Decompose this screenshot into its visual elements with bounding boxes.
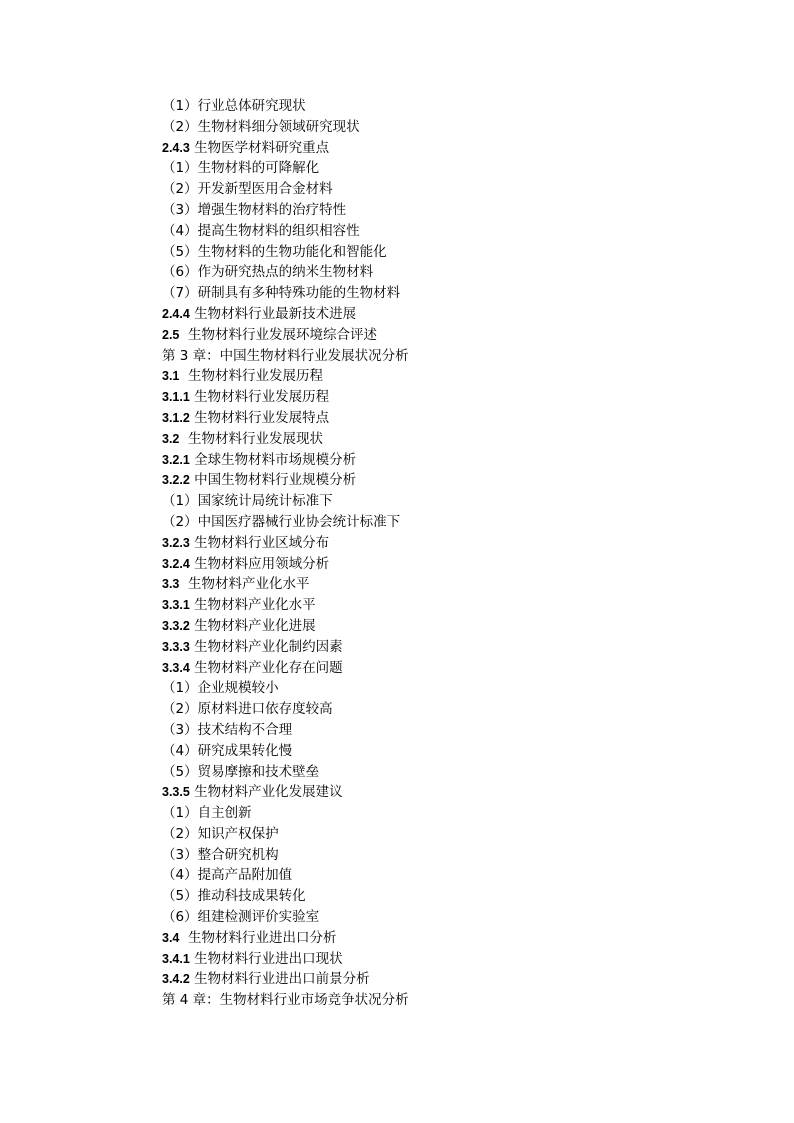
toc-entry-number: 2.5	[162, 327, 180, 342]
toc-entry	[162, 886, 762, 907]
toc-entry-number: 3.1.1	[162, 390, 190, 405]
toc-entry	[162, 554, 762, 575]
toc-entry-title: （2）开发新型医用合金材料	[162, 181, 333, 198]
toc-entry	[162, 762, 762, 783]
toc-entry-number: 3.4.1	[162, 951, 190, 966]
toc-entry-title: 生物材料行业发展特点	[189, 409, 330, 426]
toc-entry-number: 3.1	[162, 369, 180, 384]
toc-entry	[162, 262, 762, 283]
toc-entry-title: 生物材料产业化进展	[189, 617, 316, 634]
toc-entry-number: 3.2	[162, 431, 180, 446]
toc-entry	[162, 865, 762, 886]
toc-entry-title: （2）生物材料细分领域研究现状	[162, 118, 360, 135]
toc-entry-title: （3）技术结构不合理	[162, 721, 293, 738]
toc-entry	[162, 637, 762, 658]
toc-entry-title: （3）整合研究机构	[162, 846, 279, 863]
toc-entry-title: 生物材料产业化存在问题	[189, 659, 343, 676]
toc-entry-title: 生物材料行业发展现状	[179, 430, 323, 447]
toc-entry	[162, 595, 762, 616]
toc-entry	[162, 658, 762, 679]
toc-entry-title: 第 4 章：生物材料行业市场竞争状况分析	[162, 992, 409, 1009]
toc-entry-title: （4）提高产品附加值	[162, 867, 293, 884]
toc-entry-title: （1）行业总体研究现状	[162, 98, 306, 114]
toc-entry-title: 生物材料产业化制约因素	[189, 638, 343, 655]
toc-entry	[162, 574, 762, 595]
toc-entry	[162, 512, 762, 533]
toc-entry	[162, 803, 762, 824]
toc-entry	[162, 387, 762, 408]
toc-entry-title: 生物材料产业化水平	[179, 576, 310, 593]
toc-entry	[162, 179, 762, 200]
toc-entry-title: （5）推动科技成果转化	[162, 888, 306, 905]
toc-entry	[162, 969, 762, 990]
toc-entry	[162, 928, 762, 949]
toc-entry	[162, 782, 762, 803]
toc-entry-title: （4）研究成果转化慢	[162, 742, 293, 759]
table-of-contents	[162, 96, 762, 1011]
toc-entry-number: 3.2.2	[162, 473, 190, 488]
toc-entry-title: （1）企业规模较小	[162, 680, 279, 697]
toc-entry	[162, 949, 762, 970]
toc-entry-title: 中国生物材料行业规模分析	[189, 472, 357, 489]
toc-entry-title: 生物材料产业化水平	[189, 597, 316, 614]
toc-entry-number: 3.3.2	[162, 618, 190, 633]
toc-entry-title: 生物材料行业区域分布	[189, 534, 330, 551]
toc-entry-title: （1）自主创新	[162, 805, 252, 822]
toc-entry-title: 生物材料应用领域分析	[189, 555, 330, 572]
toc-entry	[162, 242, 762, 263]
toc-entry-title: （5）贸易摩擦和技术壁垒	[162, 763, 320, 780]
toc-entry	[162, 616, 762, 637]
toc-entry	[162, 907, 762, 928]
toc-entry-title: 第 3 章：中国生物材料行业发展状况分析	[162, 347, 409, 364]
toc-entry	[162, 346, 762, 367]
toc-entry	[162, 200, 762, 221]
toc-entry-title: 生物材料行业发展环境综合评述	[179, 326, 377, 343]
toc-entry-title: 生物材料行业进出口分析	[179, 929, 337, 946]
toc-entry	[162, 450, 762, 471]
toc-entry-title: 生物材料行业发展历程	[179, 368, 323, 385]
toc-entry-title: （2）知识产权保护	[162, 825, 279, 842]
toc-entry-number: 2.4.3	[162, 140, 190, 155]
toc-entry-title: 生物材料产业化发展建议	[189, 784, 343, 801]
toc-entry-title: （5）生物材料的生物功能化和智能化	[162, 243, 387, 260]
toc-entry	[162, 990, 762, 1011]
toc-entry-number: 3.3.1	[162, 598, 190, 613]
toc-entry	[162, 158, 762, 179]
toc-entry	[162, 720, 762, 741]
toc-entry	[162, 741, 762, 762]
toc-entry	[162, 304, 762, 325]
toc-entry	[162, 491, 762, 512]
toc-entry-number: 3.3.3	[162, 639, 190, 654]
toc-entry	[162, 678, 762, 699]
toc-entry	[162, 470, 762, 491]
toc-entry-title: （6）组建检测评价实验室	[162, 909, 320, 926]
toc-entry-title: （1）国家统计局统计标准下	[162, 493, 333, 510]
toc-entry-title: （1）生物材料的可降解化	[162, 160, 320, 177]
toc-entry	[162, 325, 762, 346]
toc-entry-title: 生物材料行业进出口前景分析	[189, 971, 370, 988]
toc-entry-title: （4）提高生物材料的组织相容性	[162, 222, 360, 239]
toc-entry-number: 3.2.4	[162, 556, 190, 571]
toc-entry-title: （6）作为研究热点的纳米生物材料	[162, 264, 374, 281]
toc-entry-title: （7）研制具有多种特殊功能的生物材料	[162, 285, 401, 302]
toc-entry	[162, 138, 762, 159]
toc-entry-number: 3.1.2	[162, 410, 190, 425]
toc-entry-number: 3.3.4	[162, 660, 190, 675]
toc-entry	[162, 221, 762, 242]
toc-entry-number: 3.3.5	[162, 785, 190, 800]
toc-entry-title: 全球生物材料市场规模分析	[189, 451, 357, 468]
toc-entry	[162, 96, 762, 117]
toc-entry-title: 生物材料行业发展历程	[189, 389, 330, 406]
toc-entry	[162, 117, 762, 138]
toc-entry	[162, 533, 762, 554]
toc-entry-title: 生物材料行业进出口现状	[189, 950, 343, 967]
toc-entry-title: （2）原材料进口依存度较高	[162, 701, 333, 718]
toc-entry	[162, 283, 762, 304]
toc-entry-title: （3）增强生物材料的治疗特性	[162, 201, 347, 218]
toc-entry	[162, 845, 762, 866]
toc-entry-number: 2.4.4	[162, 306, 190, 321]
toc-entry-number: 3.3	[162, 577, 180, 592]
toc-entry-title: （2）中国医疗器械行业协会统计标准下	[162, 513, 401, 530]
toc-entry-title: 生物材料行业最新技术进展	[189, 305, 357, 322]
toc-entry	[162, 429, 762, 450]
toc-entry	[162, 824, 762, 845]
toc-entry-title: 生物医学材料研究重点	[189, 139, 330, 156]
toc-entry	[162, 366, 762, 387]
toc-entry-number: 3.2.3	[162, 535, 190, 550]
toc-entry-number: 3.4.2	[162, 972, 190, 987]
toc-entry-number: 3.2.1	[162, 452, 190, 467]
toc-entry	[162, 699, 762, 720]
toc-entry-number: 3.4	[162, 930, 180, 945]
toc-entry	[162, 408, 762, 429]
